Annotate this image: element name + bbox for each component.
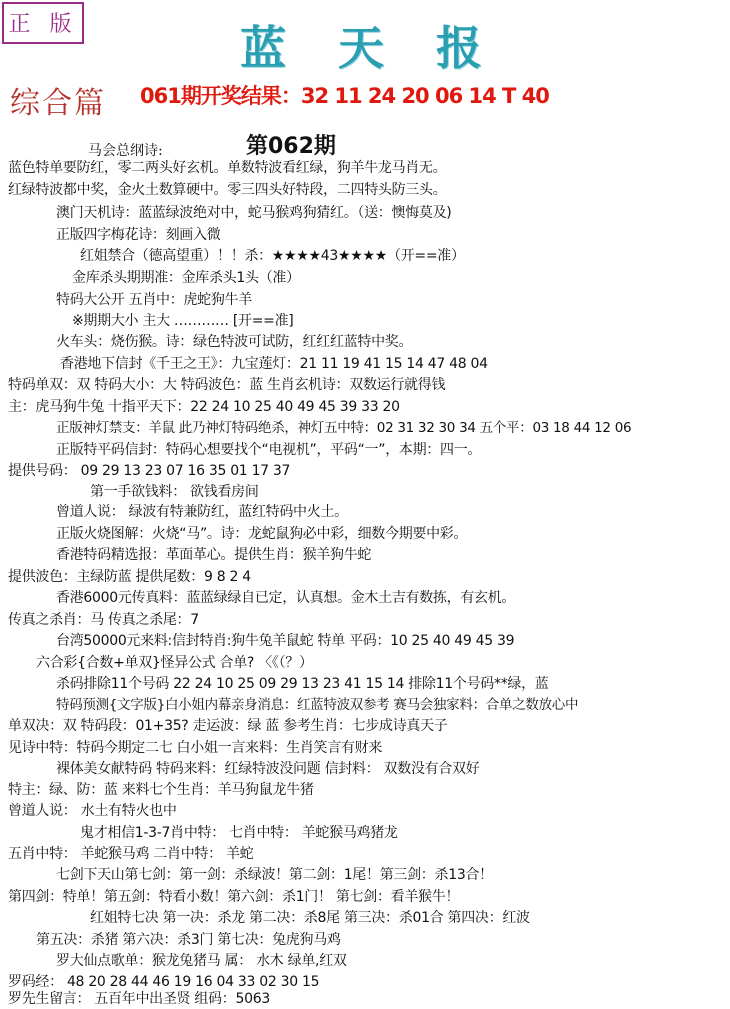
text-line: 火车头：烧伤猴。诗：绿色特波可试防，红红红蓝特中奖。 bbox=[56, 334, 413, 350]
text-line: 特码单双：双 特码大小：大 特码波色：蓝 生肖玄机诗：双数运行就得钱 bbox=[8, 377, 446, 393]
text-line: 正版特平码信封：特码心想要找个“电视机”，平码“一”，本期：四一。 bbox=[56, 442, 482, 458]
text-line: 特主：绿、防：蓝 来料七个生肖：羊马狗鼠龙牛猪 bbox=[8, 782, 314, 798]
text-line: 提供号码： 09 29 13 23 07 16 35 01 17 37 bbox=[8, 463, 291, 479]
text-line: 罗码经： 48 20 28 44 46 19 16 04 33 02 30 15 bbox=[8, 974, 320, 990]
text-line: 罗大仙点歌单：猴龙兔猪马 属： 水木 绿单,红双 bbox=[56, 953, 347, 969]
text-line: 第一手欲钱料： 欲钱看房间 bbox=[90, 484, 259, 500]
text-line: 红姐特七决 第一决：杀龙 第二决：杀8尾 第三决：杀01合 第四决：红波 bbox=[90, 910, 530, 926]
text-line: 传真之杀肖：马 传真之杀尾：7 bbox=[8, 612, 199, 628]
text-line: 见诗中特：特码今期定二七 白小姐一言来料：生肖笑言有财来 bbox=[8, 740, 383, 756]
section-label: 综合篇 bbox=[10, 86, 106, 121]
text-line: 正版四字梅花诗：刻画入微 bbox=[56, 227, 221, 243]
poem-label: 马会总纲诗: bbox=[88, 143, 163, 159]
text-line: 特码大公开 五肖中：虎蛇狗牛羊 bbox=[56, 292, 252, 308]
text-line: 金库杀头期期准：金库杀头1头（准） bbox=[72, 270, 300, 286]
text-line: 曾道人说： 绿波有特兼防红，蓝红特码中火土。 bbox=[56, 504, 348, 520]
text-line: 正版神灯禁支：羊鼠 此乃神灯特码绝杀，神灯五中特：02 31 32 30 34 五个平：03 18 44 12 06 bbox=[56, 420, 632, 436]
text-line: 红姐禁合（德高望重）！！杀：★★★★43★★★★（开==准） bbox=[80, 248, 465, 264]
text-line: 单双决：双 特码段：01+35? 走运波：绿 蓝 参考生肖：七步成诗真天子 bbox=[8, 718, 448, 734]
period-number: 第062期 bbox=[246, 134, 336, 159]
text-line: 提供波色：主绿防蓝 提供尾数：9 8 2 4 bbox=[8, 569, 251, 585]
authentic-badge: 正 版 bbox=[2, 2, 84, 44]
text-line: 特码预测{文字版}白小姐内幕亲身消息：红蓝特波双参考 赛马会独家料：合单之数放心中 bbox=[56, 697, 579, 713]
text-line: 第五决：杀猪 第六决：杀3门 第七决：兔虎狗马鸡 bbox=[36, 932, 341, 948]
text-line: 主：虎马狗牛兔 十指平天下：22 24 10 25 40 49 45 39 33 20 bbox=[8, 399, 400, 415]
newspaper-title: 蓝天报 bbox=[240, 21, 534, 75]
text-line: 第四剑：特单！第五剑：特看小数！第六剑：杀1门！ 第七剑：看羊猴牛！ bbox=[8, 889, 460, 905]
text-line: 罗先生留言： 五百年中出圣贤 组码：5063 bbox=[8, 991, 270, 1007]
text-line: 红绿特波都中奖，金火土数算硬中。零三四头好特段，二四特头防三头。 bbox=[8, 182, 447, 198]
text-line: 澳门天机诗：蓝蓝绿波绝对中，蛇马猴鸡狗猜红。（送：懊悔莫及) bbox=[56, 205, 452, 221]
draw-result: 061期开奖结果：32 11 24 20 06 14 T 40 bbox=[140, 84, 549, 108]
text-line: 七剑下天山第七剑：第一剑：杀绿波！第二剑：1尾！第三剑：杀13合！ bbox=[56, 867, 493, 883]
text-line: 台湾50000元来料:信封特肖:狗牛兔羊鼠蛇 特单 平码：10 25 40 49 45 39 bbox=[56, 633, 515, 649]
text-line: 香港6000元传真料：蓝蓝绿绿自已定，认真想。金木土吉有数拣，有玄机。 bbox=[56, 590, 516, 606]
text-line: 蓝色特单要防红，零二两头好玄机。单数特波看红绿，狗羊牛龙马肖无。 bbox=[8, 160, 447, 176]
text-line: ※期期大小 主大 ………… [开==准] bbox=[72, 313, 294, 329]
text-line: 杀码排除11个号码 22 24 10 25 09 29 13 23 41 15 14 排除11个号码**绿，蓝 bbox=[56, 676, 549, 692]
text-line: 香港特码精选报：革面革心。提供生肖：猴羊狗牛蛇 bbox=[56, 547, 372, 563]
text-line: 裸体美女献特码 特码来料：红绿特波没问题 信封料： 双数没有合双好 bbox=[56, 761, 480, 777]
text-line: 正版火烧图解：火烧“马”。诗：龙蛇鼠狗必中彩，细数今期要中彩。 bbox=[56, 526, 468, 542]
text-line: 曾道人说： 水土有特火也中 bbox=[8, 803, 177, 819]
text-line: 鬼才相信1-3-7肖中特： 七肖中特： 羊蛇猴马鸡猪龙 bbox=[80, 825, 398, 841]
text-line: 六合彩{合数+单双}怪异公式 合单? 〈《（？） bbox=[36, 655, 313, 671]
text-line: 五肖中特： 羊蛇猴马鸡 二肖中特： 羊蛇 bbox=[8, 846, 254, 862]
text-line: 香港地下信封《千王之王》：九宝莲灯：21 11 19 41 15 14 47 48 04 bbox=[60, 356, 488, 372]
